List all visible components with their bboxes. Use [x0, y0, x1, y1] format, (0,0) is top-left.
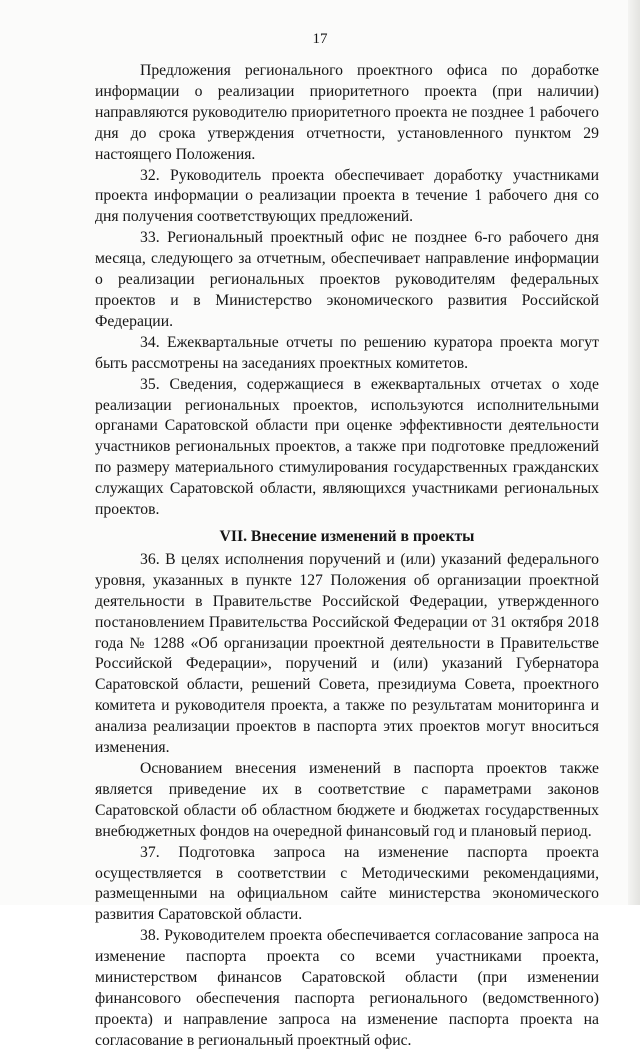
- paragraph-item-32: 32. Руководитель проекта обеспечивает доработку участниками проекта информации о реализации проекта в течение 1 рабочего дня со дня получения соответствующих предложений.: [95, 166, 599, 226]
- paragraph-item-35: 35. Сведения, содержащиеся в ежеквартальных отчетах о ходе реализации региональных проектов, используются исполнительными органами Саратовской области при оценке эффективности деятельности участников региональных проектов, а также при подготовке предложений по размеру материального стимулирования государственных гражданских служащих Саратовской области, являющихся участниками региональных проектов.: [95, 375, 599, 519]
- page-number: 17: [312, 31, 328, 47]
- paragraph-change-basis: Основанием внесения изменений в паспорта проектов также является приведение их в соответствие с параметрами законов Саратовской области об областном бюджете и бюджетах государственных внебюджетных фондов на очередной финансовый год и плановый период.: [95, 760, 599, 840]
- paragraph-item-34: 34. Ежеквартальные отчеты по решению куратора проекта могут быть рассмотрены на заседаниях проектных комитетов.: [95, 333, 599, 372]
- section-heading: VII. Внесение изменений в проекты: [219, 527, 475, 545]
- scan-edge: [628, 0, 640, 905]
- document-body: [95, 61, 599, 1052]
- paragraph-item-36: 36. В целях исполнения поручений и (или) указаний федерального уровня, указанных в пункте 127 Положения об организации проектной деятельности в Правительстве Российской Федерации, утвержденного постановлением Правительства Российской Федерации от 31 октября 2018 года № 1288 «Об организации проектной деятельности в Правительстве Российской Федерации», поручений и (или) указаний Губернатора Саратовской области, решений Совета, президиума Совета, проектного комитета и руководителя проекта, а также по результатам мониторинга и анализа реализации проектов в паспорта этих проектов могут вноситься изменения.: [95, 550, 599, 757]
- paragraph-item-37: 37. Подготовка запроса на изменение паспорта проекта осуществляется в соответствии с Методическими рекомендациями, размещенными на официальном сайте министерства экономического развития Саратовской области.: [95, 843, 599, 924]
- paragraph-item-38: 38. Руководителем проекта обеспечивается согласование запроса на изменение паспорта проекта со всеми участниками проекта, министерством финансов Саратовской области (при изменении финансового обеспечения паспорта регионального (ведомственного) проекта) и направление запроса на изменение паспорта проекта на согласование в региональный проектный офис.: [95, 927, 599, 1049]
- paragraph-item-33: 33. Региональный проектный офис не позднее 6-го рабочего дня месяца, следующего за отчетным, обеспечивает направление информации о реализации региональных проектов руководителям федеральных проектов и в Министерство экономического развития Российской Федерации.: [95, 229, 599, 330]
- paragraph-proposals: Предложения регионального проектного офиса по доработке информации о реализации приоритетного проекта (при наличии) направляются руководителю приоритетного проекта не позднее 1 рабочего дня до срока утверждения отчетности, установленного пунктом 29 настоящего Положения.: [95, 62, 599, 163]
